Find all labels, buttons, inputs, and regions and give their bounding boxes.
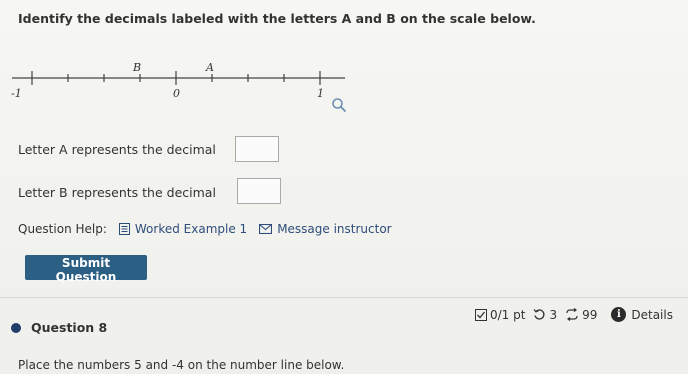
next-question-prompt: Place the numbers 5 and -4 on the number line below. (18, 358, 345, 372)
answer-a-label: Letter A represents the decimal (18, 142, 216, 157)
document-icon (119, 223, 130, 235)
answer-b-label: Letter B represents the decimal (18, 185, 216, 200)
next-question-title: Question 8 (31, 320, 108, 335)
number-line-label-neg1: -1 (11, 87, 22, 100)
worked-example-label: Worked Example 1 (134, 222, 248, 236)
checkbox-icon (475, 309, 487, 321)
details-button[interactable] (611, 307, 673, 322)
submit-question-button[interactable]: Submit Question (25, 255, 147, 280)
message-instructor-label: Message instructor (277, 222, 392, 236)
question-help-row (18, 222, 392, 236)
question-help-label: Question Help: (18, 222, 107, 236)
point-label-a: A (206, 61, 214, 74)
message-instructor-link[interactable] (259, 222, 391, 236)
retries-value: 3 (549, 307, 558, 322)
retry-icon (533, 308, 546, 321)
answer-a-input[interactable] (235, 136, 279, 162)
score-value: 0/1 pt (490, 307, 526, 322)
attempts-stat (565, 308, 597, 322)
magnifier-icon[interactable] (331, 97, 347, 113)
question-bullet-icon (11, 323, 21, 333)
retries-stat (533, 308, 557, 322)
question-stats (475, 307, 673, 322)
number-line-label-0: 0 (173, 87, 180, 100)
attempts-value: 99 (582, 307, 598, 322)
worked-example-link[interactable] (119, 222, 247, 236)
question-divider (0, 297, 688, 298)
info-icon: i (611, 307, 626, 322)
number-line (0, 58, 360, 108)
number-line-graphic (0, 58, 360, 108)
answer-b-input[interactable] (237, 178, 281, 204)
question-instruction: Identify the decimals labeled with the letters A and B on the scale below. (18, 11, 536, 26)
point-label-b: B (133, 61, 142, 74)
number-line-label-1: 1 (317, 87, 324, 100)
details-label: Details (631, 307, 673, 322)
envelope-icon (259, 224, 272, 234)
attempts-icon (565, 308, 579, 321)
score-stat (475, 308, 525, 322)
